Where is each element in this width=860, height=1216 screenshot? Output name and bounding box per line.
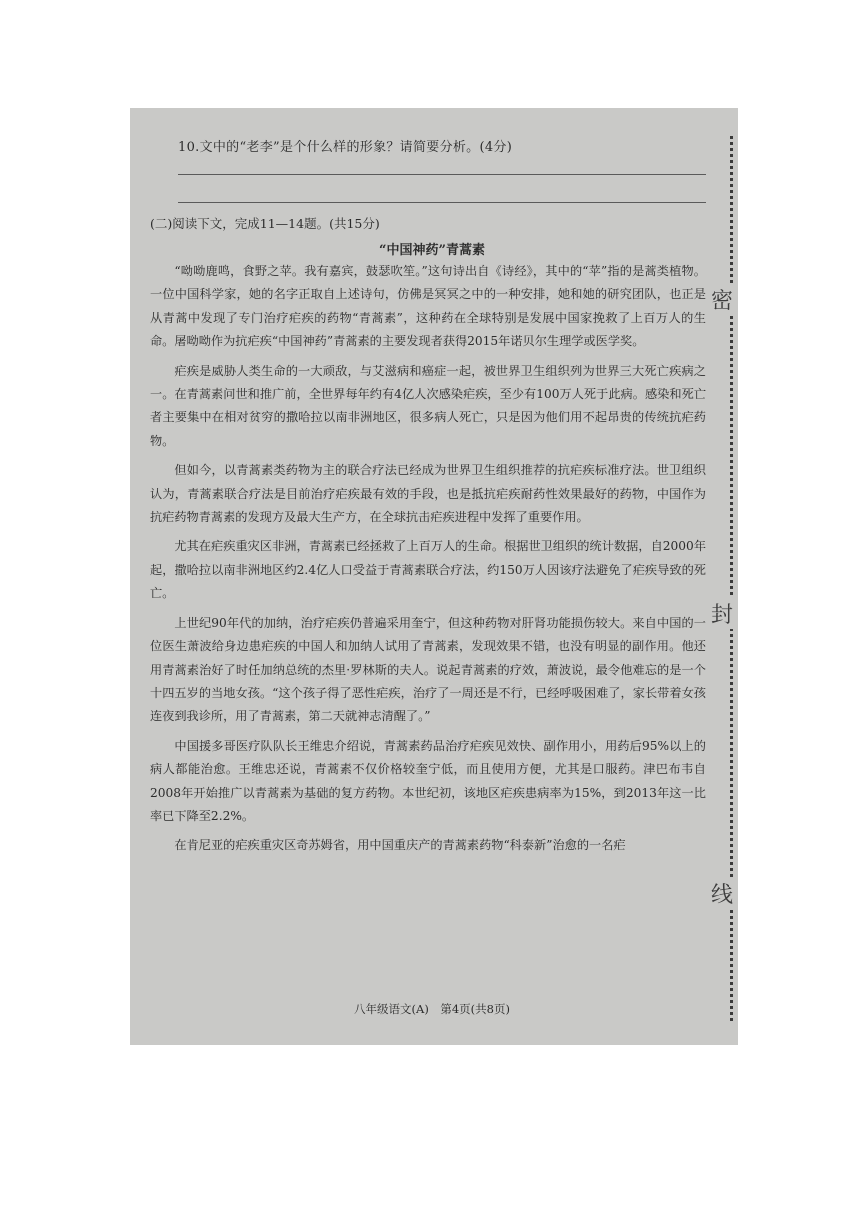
scanned-exam-page [130, 108, 738, 1045]
answer-line-2 [178, 202, 706, 203]
binding-mark-xian: 线 [708, 878, 736, 909]
page-footer: 八年级语文(A) 第4页(共8页) [354, 1002, 510, 1016]
paragraph-7: 在肯尼亚的疟疾重灾区奇苏姆省，用中国重庆产的青蒿素药物“科泰新”治愈的一名疟 [174, 838, 626, 853]
answer-line-1 [178, 174, 706, 175]
section-heading: (二)阅读下文，完成11—14题。(共15分) [150, 216, 380, 231]
question-10: 10.文中的“老李”是个什么样的形象？请简要分析。(4分) [178, 140, 513, 155]
binding-mark-mi: 密 [708, 284, 736, 315]
paragraph-3: 但如今，以青蒿素类药物为主的联合疗法已经成为世界卫生组织推荐的抗疟疾标准疗法。世卫组织认为，青蒿素联合疗法是目前治疗疟疾最有效的手段，也是抵抗疟疾耐药性效果最好的药物，中国作为抗疟药物青蒿素的发现方及最大生产方，在全球抗击疟疾进程中发挥了重要作用。 [150, 463, 706, 525]
paragraph-6: 中国援多哥医疗队队长王维忠介绍说，青蒿素药品治疗疟疾见效快、副作用小，用药后95%以上的病人都能治愈。王维忠还说，青蒿素不仅价格较奎宁低，而且使用方便，尤其是口服药。津巴布韦自2008年开始推广以青蒿素为基础的复方药物。本世纪初，该地区疟疾患病率为15%，到2013年这一比率已下降至2.2%。 [150, 738, 706, 823]
article-body [150, 260, 706, 864]
binding-mark-feng: 封 [708, 598, 736, 629]
paragraph-2: 疟疾是威胁人类生命的一大顽敌，与艾滋病和癌症一起，被世界卫生组织列为世界三大死亡疾病之一。在青蒿素问世和推广前，全世界每年约有4亿人次感染疟疾，至少有100万人死于此病。感染和死亡者主要集中在相对贫穷的撒哈拉以南非洲地区，很多病人死亡，只是因为他们用不起昂贵的传统抗疟药物。 [150, 363, 706, 448]
paragraph-4: 尤其在疟疾重灾区非洲，青蒿素已经拯救了上百万人的生命。根据世卫组织的统计数据，自2000年起，撒哈拉以南非洲地区约2.4亿人口受益于青蒿素联合疗法，约150万人因该疗法避免了疟疾导致的死亡。 [150, 539, 706, 601]
paragraph-5: 上世纪90年代的加纳，治疗疟疾仍普遍采用奎宁，但这种药物对肝肾功能损伤较大。来自中国的一位医生萧波给身边患疟疾的中国人和加纳人试用了青蒿素，发现效果不错，也没有明显的副作用。他还用青蒿素治好了时任加纳总统的杰里·罗林斯的夫人。说起青蒿素的疗效，萧波说，最令他难忘的是一个十四五岁的当地女孩。“这个孩子得了恶性疟疾，治疗了一周还是不行，已经呼吸困难了，家长带着女孩连夜到我诊所，用了青蒿素，第二天就神志清醒了。” [150, 615, 706, 724]
article-title: “中国神药”青蒿素 [379, 243, 485, 258]
paragraph-1: “呦呦鹿鸣，食野之苹。我有嘉宾，鼓瑟吹笙。”这句诗出自《诗经》，其中的“苹”指的是蒿类植物。一位中国科学家，她的名字正取自上述诗句，仿佛是冥冥之中的一种安排，她和她的研究团队，也正是从青蒿中发现了专门治疗疟疾的药物“青蒿素”，这种药在全球特别是发展中国家挽救了上百万人的生命。屠呦呦作为抗疟疾“中国神药”青蒿素的主要发现者获得2015年诺贝尔生理学或医学奖。 [150, 264, 706, 349]
